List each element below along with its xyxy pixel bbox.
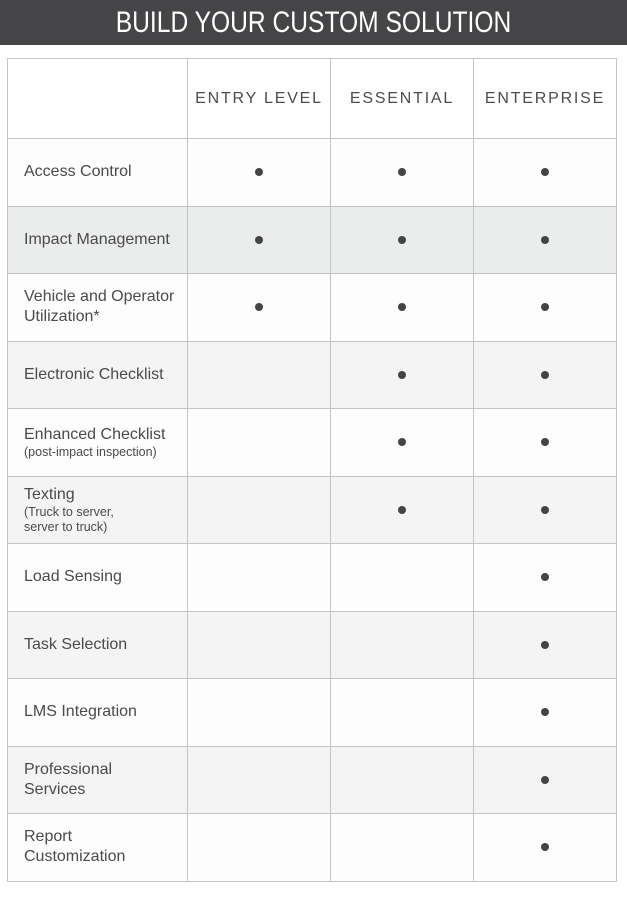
table-row: [8, 746, 617, 814]
feature-label: Report Customization: [24, 828, 126, 866]
tier-cell-essential: [331, 544, 474, 612]
feature-label: Enhanced Checklist: [24, 425, 166, 443]
header-row: [8, 59, 617, 139]
tier-cell-essential: [331, 679, 474, 747]
included-dot-icon: [541, 843, 549, 851]
included-dot-icon: [398, 506, 406, 514]
feature-label: Texting: [24, 485, 75, 503]
feature-cell: [8, 544, 188, 612]
feature-label: Vehicle and Operator Utilization*: [24, 288, 175, 326]
tier-cell-enterprise: [474, 139, 617, 207]
tier-cell-enterprise: [474, 814, 617, 882]
table-row: [8, 679, 617, 747]
header-feature: [8, 59, 188, 139]
table-row: [8, 814, 617, 882]
included-dot-icon: [255, 168, 263, 176]
feature-label: Electronic Checklist: [24, 365, 164, 383]
tier-cell-entry: [188, 409, 331, 477]
included-dot-icon: [398, 303, 406, 311]
feature-label: Professional Services: [24, 760, 113, 798]
tier-cell-enterprise: [474, 206, 617, 274]
tier-cell-entry: [188, 679, 331, 747]
feature-cell: [8, 476, 188, 544]
title-banner: [0, 0, 627, 45]
tier-cell-essential: [331, 139, 474, 207]
feature-label: Task Selection: [24, 635, 128, 653]
included-dot-icon: [398, 168, 406, 176]
feature-cell: [8, 341, 188, 409]
tier-cell-enterprise: [474, 274, 617, 342]
feature-label: LMS Integration: [24, 703, 137, 721]
table-row: [8, 409, 617, 477]
table-row: [8, 274, 617, 342]
tier-cell-entry: [188, 544, 331, 612]
tier-cell-enterprise: [474, 341, 617, 409]
header-entry-level: ENTRY LEVEL: [188, 59, 331, 139]
tier-cell-entry: [188, 274, 331, 342]
tier-cell-essential: [331, 611, 474, 679]
table-row: [8, 476, 617, 544]
table-row: [8, 544, 617, 612]
tier-cell-entry: [188, 814, 331, 882]
feature-sublabel: (Truck to server, server to truck): [24, 504, 114, 534]
included-dot-icon: [398, 438, 406, 446]
feature-label: Access Control: [24, 163, 132, 181]
tier-cell-essential: [331, 341, 474, 409]
tier-cell-enterprise: [474, 679, 617, 747]
included-dot-icon: [255, 236, 263, 244]
tier-cell-essential: [331, 476, 474, 544]
comparison-table: [7, 58, 617, 882]
tier-cell-essential: [331, 746, 474, 814]
included-dot-icon: [541, 371, 549, 379]
table-row: [8, 206, 617, 274]
tier-cell-essential: [331, 274, 474, 342]
feature-label: Load Sensing: [24, 568, 122, 586]
page-title: BUILD YOUR CUSTOM SOLUTION: [56, 0, 570, 45]
feature-cell: [8, 746, 188, 814]
tier-cell-enterprise: [474, 409, 617, 477]
tier-cell-essential: [331, 814, 474, 882]
included-dot-icon: [541, 641, 549, 649]
included-dot-icon: [541, 168, 549, 176]
tier-cell-entry: [188, 611, 331, 679]
feature-cell: [8, 409, 188, 477]
tier-cell-enterprise: [474, 611, 617, 679]
feature-sublabel: (post-impact inspection): [24, 444, 157, 459]
table-row: [8, 611, 617, 679]
included-dot-icon: [541, 303, 549, 311]
feature-cell: [8, 679, 188, 747]
tier-cell-essential: [331, 206, 474, 274]
table-row: [8, 139, 617, 207]
included-dot-icon: [541, 438, 549, 446]
tier-cell-entry: [188, 341, 331, 409]
included-dot-icon: [541, 708, 549, 716]
included-dot-icon: [398, 371, 406, 379]
feature-label: Impact Management: [24, 230, 170, 248]
included-dot-icon: [541, 776, 549, 784]
feature-cell: [8, 206, 188, 274]
header-enterprise: ENTERPRISE: [474, 59, 617, 139]
tier-cell-entry: [188, 476, 331, 544]
tier-cell-enterprise: [474, 476, 617, 544]
header-essential: ESSENTIAL: [331, 59, 474, 139]
tier-cell-entry: [188, 206, 331, 274]
table-row: [8, 341, 617, 409]
feature-cell: [8, 814, 188, 882]
included-dot-icon: [541, 506, 549, 514]
included-dot-icon: [255, 303, 263, 311]
feature-cell: [8, 611, 188, 679]
tier-cell-entry: [188, 139, 331, 207]
tier-cell-essential: [331, 409, 474, 477]
feature-cell: [8, 139, 188, 207]
included-dot-icon: [541, 236, 549, 244]
tier-cell-enterprise: [474, 746, 617, 814]
feature-cell: [8, 274, 188, 342]
tier-cell-entry: [188, 746, 331, 814]
included-dot-icon: [541, 573, 549, 581]
tier-cell-enterprise: [474, 544, 617, 612]
included-dot-icon: [398, 236, 406, 244]
